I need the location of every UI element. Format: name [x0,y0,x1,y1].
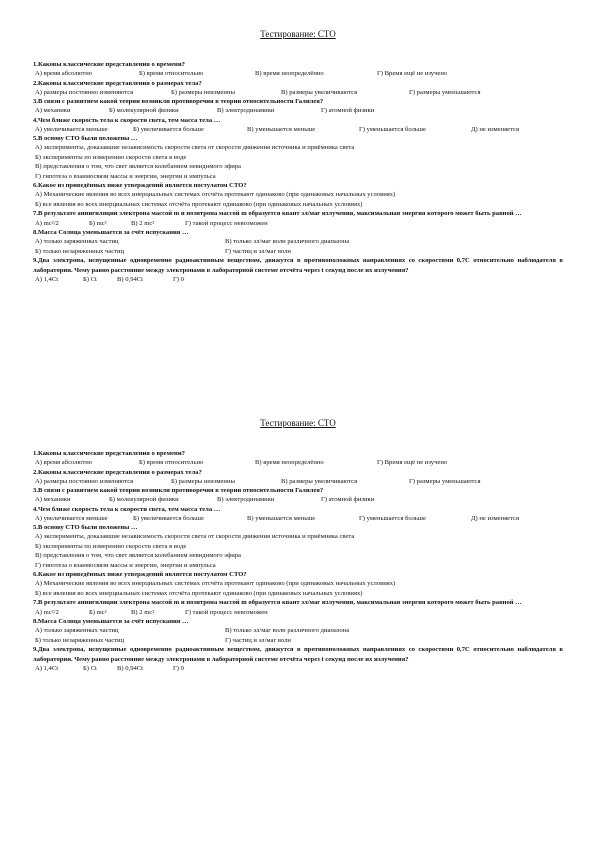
question-2 [33,468,563,487]
answer-option: В) только эл/маг волн различного диапазона [225,238,350,245]
answer-option: Г) 0 [173,276,184,283]
question-8 [33,617,563,645]
answer-option: Б) увеличивается больше [133,125,204,133]
page-title: Тестирование: СТО [260,418,336,428]
answer-options [33,458,563,468]
question-text: 9.Два электрона, испущенные одновременно радиоактивным веществом, движутся в противоположных направлениях со скоростями 0,7С относительно наблюдателя в лаборатории. Чему равно расстояние между электронами в лабораторной системе отсчёта через t секунд после их излучения? [33,646,563,663]
question-text: 2.Каковы классические представления о размерах тела? [33,468,202,476]
question-text: 4.Чем ближе скорость тела к скорости света, тем масса тела … [33,116,221,124]
answer-option: Г) гипотеза о взаимосвязи массы и энергии, энергии и импульса [35,561,216,569]
question-text: 3.В связи с развитием какой теории возникли противоречия в теории относительности Галилея? [33,487,324,494]
answer-option: В) размеры увеличиваются [281,88,358,96]
answer-option: Б) эксперименты по измерению скорости света в воде [35,542,187,550]
answer-option: Г) размеры уменьшаются [409,88,481,96]
page-title: Тестирование: СТО [260,29,336,39]
answer-option: В) уменьшается меньше [247,514,316,522]
question-1 [33,60,563,79]
answer-option: Г) Время ещё не изучено [377,70,448,77]
answer-option: Г) такой процесс невозможен [185,608,268,616]
answer-option: А) только заряженных частиц [35,627,119,634]
question-text: 7.В результате аннигиляции электрона массой m и позитрона массой m образуется квант эл/маг излучения, максимальная энергия которого может быть равной … [33,599,522,606]
answer-option: А) mc²/2 [35,608,59,616]
question-8 [33,228,563,256]
answer-option: В) 2 mc² [131,608,155,616]
answer-option: Б) размеры неизменны [171,477,235,485]
answer-option: Б) молекулярной физики [109,107,179,114]
answer-option: Г) Время ещё не изучено [377,459,448,466]
question-text: 8.Масса Солнца уменьшается за счёт испускания … [33,229,189,236]
answer-option: В) время неопределённо [255,459,324,466]
answer-option: А) время абсолютно [35,459,93,466]
answer-option: Б) эксперименты по измерению скорости света в воде [35,153,187,161]
answer-option: А) 1,4Ct [35,665,59,672]
question-text: 7.В результате аннигиляции электрона массой m и позитрона массой m образуется квант эл/маг излучения, максимальная энергия которого может быть равной … [33,210,522,217]
answer-option: Г) атомной физики [321,107,375,114]
answer-option: В) размеры увеличиваются [281,477,358,485]
answer-option: А) увеличивается меньше [35,514,108,522]
answer-row [33,626,563,636]
answer-option: В) представления о том, что свет является колебанием невидимого эфира [35,552,241,559]
question-4 [33,505,563,524]
answer-option: Г) атомной физики [321,496,375,503]
answer-option: Б) Ct [83,665,97,672]
question-1 [33,449,563,468]
question-7 [33,598,563,617]
answer-option: Б) mc² [89,608,107,616]
answer-option: В) электродинамики [217,496,275,503]
answer-option: Г) такой процесс невозможен [185,219,268,227]
answer-option: Б) Ct [83,276,97,283]
question-text: 6.Какое из приведённых ниже утверждений является постулатом СТО? [33,182,247,189]
answer-option: А) увеличивается меньше [35,125,108,133]
question-text: 5.В основу СТО были положены … [33,524,138,531]
answer-option: А) 1,4Ct [35,276,59,283]
answer-option: Б) все явления во всех инерциальных системах отсчёта протекают одинаково (при одинаковых начальных условиях) [35,589,363,597]
question-text: 6.Какое из приведённых ниже утверждений является постулатом СТО? [33,571,247,578]
answer-option: А) Механические явления во всех инерциальных системах отсчёта протекают одинаково (при одинаковых начальных условиях) [35,580,396,587]
question-text: 4.Чем ближе скорость тела к скорости света, тем масса тела … [33,505,221,513]
answer-option: В) 0,94Ct [117,276,144,283]
question-6 [33,570,563,598]
answer-option: В) время неопределённо [255,70,324,77]
question-7 [33,209,563,228]
answer-option: А) эксперименты, доказавшие независимость скорости света от скорости движения источника и приёмника света [35,144,355,151]
question-6 [33,181,563,209]
answer-option: Г) уменьшается больше [359,514,426,522]
answer-option: Б) только незаряженных частиц [35,247,125,255]
answer-option: Г) частиц и эл/маг волн [225,247,291,255]
answer-option: Г) гипотеза о взаимосвязи массы и энергии, энергии и импульса [35,172,216,180]
question-text: 8.Масса Солнца уменьшается за счёт испускания … [33,618,189,625]
answer-option: А) эксперименты, доказавшие независимость скорости света от скорости движения источника и приёмника света [35,533,355,540]
answer-option: Д) не изменяется [471,514,519,522]
answer-row [33,247,563,257]
answer-options [33,664,563,674]
answer-option: А) размеры постоянно изменяются [35,88,134,96]
question-text: 5.В основу СТО были положены … [33,135,138,142]
answer-option: Д) не изменяется [471,125,519,133]
question-9 [33,256,563,285]
question-4 [33,116,563,135]
answer-option: А) время абсолютно [35,70,93,77]
question-text: 9.Два электрона, испущенные одновременно радиоактивным веществом, движутся в противоположных направлениях со скоростями 0,7С относительно наблюдателя в лаборатории. Чему равно расстояние между электронами в лабораторной системе отсчёта через t секунд после их излучения? [33,257,563,274]
question-5 [33,523,563,570]
answer-options [33,477,563,487]
question-3 [33,97,563,116]
answer-option: В) только эл/маг волн различного диапазона [225,627,350,634]
question-2 [33,79,563,98]
answer-option: Б) размеры неизменны [171,88,235,96]
question-text: 1.Каковы классические представления о времени? [33,450,185,457]
answer-option: Б) молекулярной физики [109,496,179,503]
answer-option: Б) увеличивается больше [133,514,204,522]
answer-option: А) механики [35,496,71,503]
answer-option: Б) только незаряженных частиц [35,636,125,644]
test-copy-bottom [33,419,563,674]
answer-option: Г) уменьшается больше [359,125,426,133]
answer-options [33,106,563,116]
question-3 [33,486,563,505]
test-copy-top [33,30,563,285]
answer-option: А) механики [35,107,71,114]
answer-option: Г) размеры уменьшаются [409,477,481,485]
question-text: 3.В связи с развитием какой теории возникли противоречия в теории относительности Галилея? [33,98,324,105]
answer-option: Г) 0 [173,665,184,672]
answer-option: А) размеры постоянно изменяются [35,477,134,485]
question-text: 2.Каковы классические представления о размерах тела? [33,79,202,87]
answer-row [33,237,563,247]
answer-option: Б) mc² [89,219,107,227]
answer-row [33,636,563,646]
answer-option: В) 0,94Ct [117,665,144,672]
answer-option: А) Механические явления во всех инерциальных системах отсчёта протекают одинаково (при одинаковых начальных условиях) [35,191,396,198]
answer-options [33,69,563,79]
answer-option: Б) время относительно [139,70,204,77]
answer-options [33,495,563,505]
answer-options [33,608,563,618]
answer-option: Б) все явления во всех инерциальных системах отсчёта протекают одинаково (при одинаковых начальных условиях) [35,200,363,208]
answer-option: Б) время относительно [139,459,204,466]
answer-options [33,88,563,98]
answer-option: В) электродинамики [217,107,275,114]
answer-option: В) представления о том, что свет является колебанием невидимого эфира [35,163,241,170]
answer-option: А) только заряженных частиц [35,238,119,245]
answer-options [33,125,563,135]
question-text: 1.Каковы классические представления о времени? [33,61,185,68]
answer-options [33,514,563,524]
answer-option: Г) частиц и эл/маг волн [225,636,291,644]
answer-option: В) уменьшается меньше [247,125,316,133]
answer-option: В) 2 mc² [131,219,155,227]
answer-options [33,219,563,229]
question-9 [33,645,563,674]
answer-option: А) mc²/2 [35,219,59,227]
question-5 [33,134,563,181]
answer-options [33,275,563,285]
